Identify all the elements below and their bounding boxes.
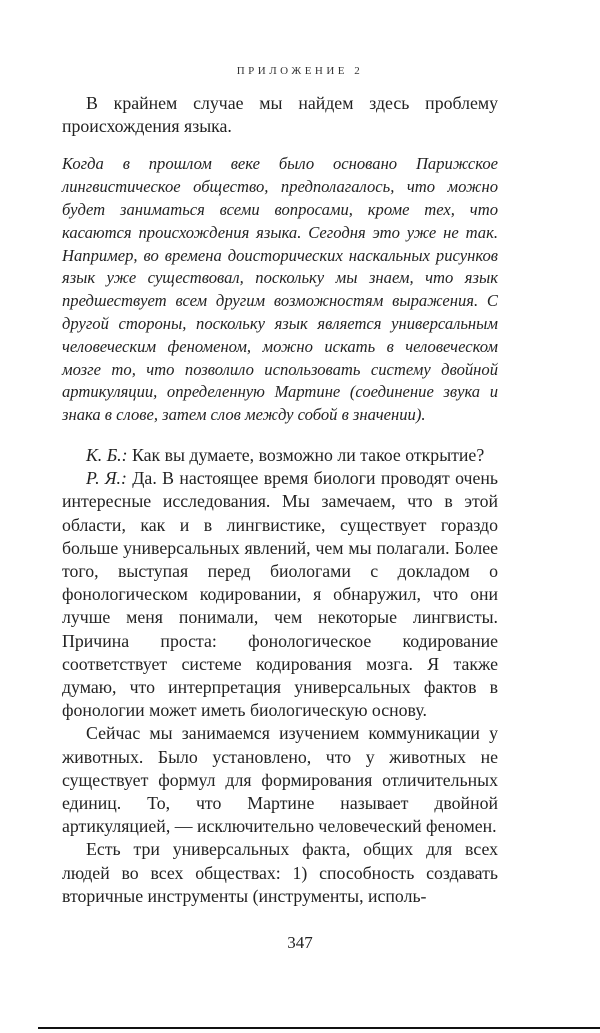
speaker-label-kb: К. Б.: [86, 444, 128, 465]
italic-quote-block: Когда в прошлом веке было основано Парижское лингвистическое общество, предполагалось, что можно будет заниматься всеми вопросами, кроме тех, что касаются происхождения языка. Сегодня это уже не так. Например, во времена доисторических наскальных рисунков язык уже существовал, поскольку мы знаем, что язык предшествует всем другим возможностям выражения. С другой стороны, поскольку язык является универсальным человеческим феноменом, можно искать в человеческом мозге то, что позволило использовать систему двойной артикуляции, определенную Мартине (соединение звука и знака в слове, затем слов между собой в значении). [62, 154, 498, 425]
question-paragraph [62, 444, 498, 467]
page-body [62, 92, 498, 908]
running-head: ПРИЛОЖЕНИЕ 2 [236, 65, 364, 77]
speaker-label-rya: Р. Я.: [86, 468, 127, 489]
paragraph-origin-of-language: В крайнем случае мы найдем здесь проблему происхождения языка. [62, 93, 498, 137]
page-number: 347 [287, 933, 313, 952]
paragraph-animal-communication: Сейчас мы занимаемся изучением коммуникации у животных. Было установлено, что у животных не существует формул для формирования отличительных единиц. То, что Мартине называет двойной артикуляцией, — исключительно человеческий феномен. [62, 723, 498, 837]
paragraph-universal-facts: Есть три универсальных факта, общих для всех людей во всех обществах: 1) способность создавать вторичные инструменты (инструменты, исполь- [62, 839, 498, 906]
answer-paragraph [62, 467, 498, 722]
answer-text: Да. В настоящее время биологи проводят очень интересные исследования. Мы замечаем, что в этой области, как и в лингвистике, существует гораздо больше универсальных явлений, чем мы полагали. Более того, выступая перед биологами с докладом о фонологическом кодировании, я обнаружил, что они лучше меня понимали, чем некоторые лингвисты. Причина проста: фонологическое кодирование соответствует системе кодирования мозга. Я также думаю, что интерпретация универсальных фактов в фонологии может иметь биологическую основу. [62, 468, 499, 721]
bottom-divider [38, 1027, 600, 1029]
question-text: Как вы думаете, возможно ли такое открытие? [132, 444, 485, 465]
